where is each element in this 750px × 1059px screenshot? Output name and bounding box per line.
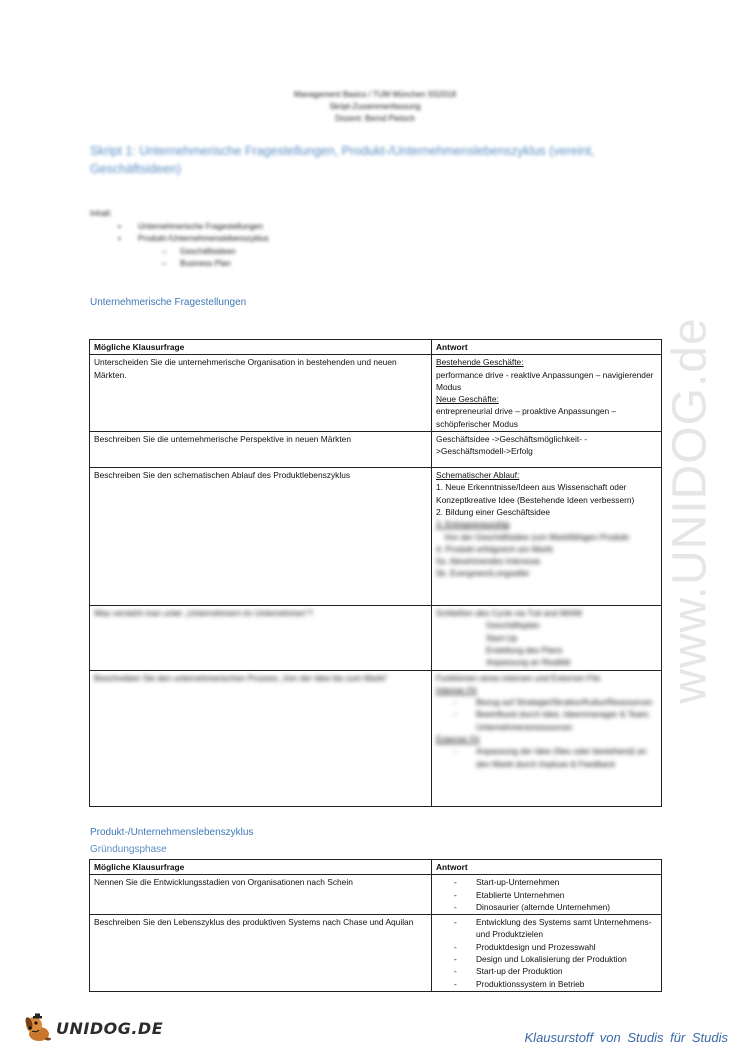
question-cell: Beschreiben Sie den unternehmerischen Prozess „Von der Idee bis zum Markt“ [90, 670, 432, 806]
question-cell: Beschreiben Sie den schematischen Ablauf des Produktlebenszyklus [90, 468, 432, 606]
toc-item: ▪ Unternehmerische Fragestellungen [118, 221, 263, 231]
bullet-icon: ▪ [118, 234, 121, 243]
watermark-text: www.UNIDOG.de [663, 316, 717, 704]
document-header [0, 89, 750, 125]
subsection-heading: Gründungsphase [90, 844, 167, 855]
footer-slogan: Klausurstoff von Studis für Studis [524, 1030, 728, 1045]
answer-cell: Schematischer Ablauf: 1. Neue Erkenntnisse/Ideen aus Wissenschaft oder Konzeptkreative Idee (Bestehende Ideen verbessern) 2. Bildung einer Geschäftsidee 3. Entrepreneurship Von der Geschäftsidee zum Marktfähigen Produkt 4. Produkt erfolgreich am Markt 5a. Abnehmendes Interesse 5b. Evergreen/Longseller [432, 468, 662, 606]
table-row-blurred [90, 670, 662, 806]
question-cell: Nennen Sie die Entwicklungsstadien von Organisationen nach Schein [90, 875, 432, 915]
answer-cell: - Start-up-Unternehmen - Etablierte Unternehmen - Dinosaurier (alternde Unternehmen) [432, 875, 662, 915]
toc-subitem: – Geschäftsideen [162, 246, 236, 256]
table-header-row [90, 860, 662, 875]
header-line-1: Management Basics / TUM München SS2018 [293, 90, 457, 99]
answer-cell: Bestehende Geschäfte: performance drive - reaktive Anpassungen – navigierender Modus Neue Geschäfte: entrepreneurial drive – proaktive Anpassungen – schöpferischer Modus [432, 355, 662, 432]
logo-text: UNIDOG.DE [56, 1018, 164, 1038]
toc-subitem: – Business Plan [162, 259, 231, 268]
dog-mascot-icon [22, 1012, 54, 1044]
qa-table-2 [89, 859, 662, 992]
question-cell: Unterscheiden Sie die unternehmerische Organisation in bestehenden und neuen Märkten. [90, 355, 432, 432]
table-row-blurred [90, 606, 662, 670]
section-heading: Unternehmerische Fragestellungen [90, 297, 247, 308]
watermark [630, 280, 750, 740]
table-row [90, 355, 662, 432]
column-header-question: Mögliche Klausurfrage [90, 860, 432, 875]
question-cell: Beschreiben Sie die unternehmerische Perspektive in neuen Märkten [90, 432, 432, 468]
answer-cell: Geschäftsidee ->Geschäftsmöglichkeit- ->Geschäftsmodell->Erfolg [432, 432, 662, 468]
header-line-2: Skript-Zusammenfassung [329, 102, 421, 111]
qa-table-1 [89, 339, 662, 807]
toc-label: Inhalt: [90, 209, 112, 218]
header-line-3: Dozent: Bernd Pietsch [335, 114, 415, 123]
blurred-preview: 3. Entrepreneurship Von der Geschäftsidee zum Marktfähigen Produkt 4. Produkt erfolgreich am Markt 5a. Abnehmendes Interesse 5b. Evergreen/Longseller [436, 519, 629, 579]
table-row [90, 875, 662, 915]
bullet-icon: ▪ [118, 221, 121, 231]
question-cell: Beschreiben Sie den Lebenszyklus des produktiven Systems nach Chase und Aquilan [90, 915, 432, 992]
answer-cell: Funktionen eines internen und Externen Fits Interner Fit - Bezug auf Strategie/Struktur/Kultur/Ressourcen - Beeinflusst durch Idee, Ideenmanager & Team, Unternehmensressourcen Externer Fit - Anpassung der Idee (Neu oder bestehend) an den Markt durch Impluse & Feedback [432, 670, 662, 806]
column-header-answer: Antwort [432, 340, 662, 355]
dash-icon: – [162, 259, 167, 268]
table-row [90, 468, 662, 606]
toc-item: ▪ Produkt-/Unternehmenslebenszyklus [118, 234, 269, 243]
unidog-logo[interactable] [22, 1012, 163, 1044]
column-header-answer: Antwort [432, 860, 662, 875]
answer-cell: - Entwicklung des Systems samt Unternehmens- und Produktzielen - Produktdesign und Prozesswahl - Design und Lokalisierung der Produktion - Start-up der Produktion - Produktionssystem in Betrieb [432, 915, 662, 992]
section-heading: Produkt-/Unternehmenslebenszyklus [90, 827, 254, 838]
table-of-contents [90, 208, 269, 271]
question-cell: Was versteht man unter „Unternehmern im Unternehmen“? [90, 606, 432, 670]
table-header-row [90, 340, 662, 355]
document-title: Skript 1: Unternehmerische Fragestellungen, Produkt-/Unternehmenslebenszyklus (vereint, Geschäftsideen) [90, 144, 595, 176]
table-row [90, 432, 662, 468]
table-row [90, 915, 662, 992]
dash-icon: – [162, 246, 167, 256]
column-header-question: Mögliche Klausurfrage [90, 340, 432, 355]
answer-cell: Schließen des Cycle via Tuit and MIAM Geschäftsplan Start-Up Erstellung des Plans Anpassung an Realität [432, 606, 662, 670]
